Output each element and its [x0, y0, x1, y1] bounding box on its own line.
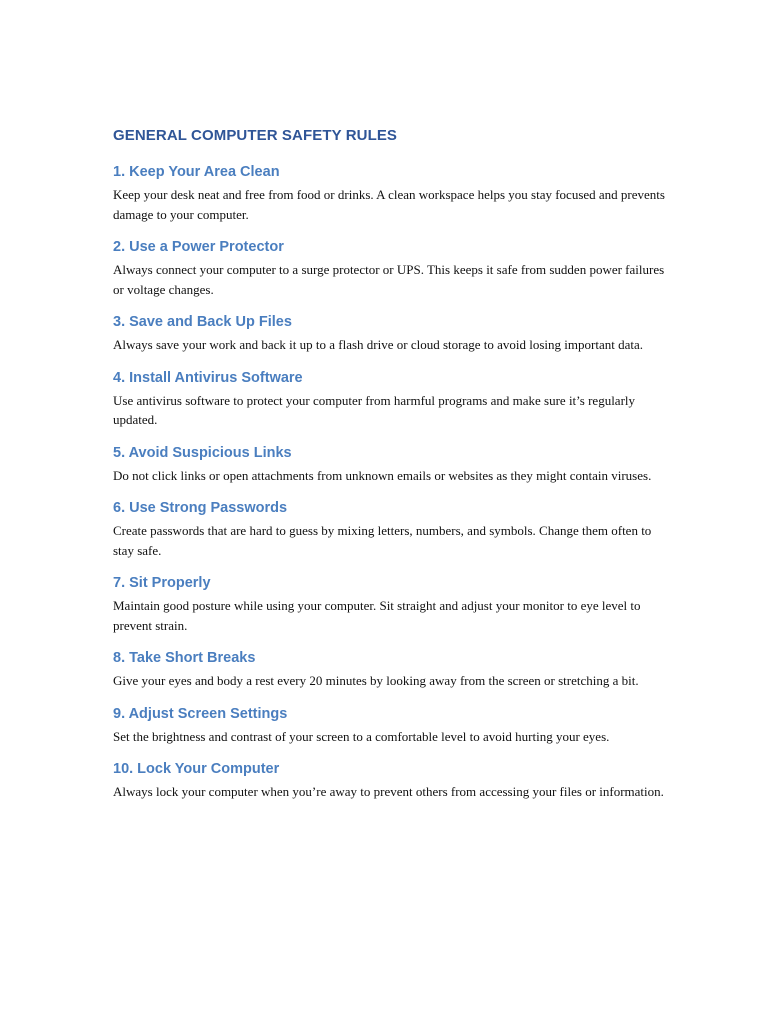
rule-heading: 4. Install Antivirus Software: [113, 369, 303, 386]
rule-heading: 3. Save and Back Up Files: [113, 314, 292, 330]
rule-heading: 9. Adjust Screen Settings: [113, 705, 288, 722]
rule-text: Use antivirus software to protect your computer from harmful programs and make sure it’s regularly updated.: [113, 392, 636, 427]
rule-heading: 2. Use a Power Protector: [113, 239, 284, 255]
rule-heading: 5. Avoid Suspicious Links: [113, 444, 292, 461]
rule-heading: 10. Lock Your Computer: [113, 761, 280, 777]
rule-section-3: [113, 313, 673, 355]
rule-heading: 6. Use Strong Passwords: [113, 500, 288, 516]
rule-text: Always lock your computer when you’re away to prevent others from accessing your files or information.: [113, 784, 664, 799]
rule-section-4: [113, 369, 673, 430]
rule-text: Keep your desk neat and free from food or drinks. A clean workspace helps you stay focused and prevents damage to your computer.: [113, 187, 665, 222]
document-content: [113, 126, 673, 816]
rule-section-2: [113, 238, 673, 299]
rule-section-5: [113, 444, 673, 486]
document-title: GENERAL COMPUTER SAFETY RULES: [113, 127, 398, 144]
rule-section-10: [113, 760, 673, 802]
rule-text: Always save your work and back it up to a flash drive or cloud storage to avoid losing important data.: [113, 337, 643, 352]
rule-text: Give your eyes and body a rest every 20 minutes by looking away from the screen or stretching a bit.: [113, 673, 639, 688]
rule-section-7: [113, 574, 673, 635]
rule-section-9: [113, 705, 673, 747]
rule-section-8: [113, 649, 673, 691]
rule-section-6: [113, 499, 673, 560]
rule-text: Maintain good posture while using your computer. Sit straight and adjust your monitor to eye level to prevent strain.: [113, 598, 641, 633]
rule-text: Do not click links or open attachments from unknown emails or websites as they might contain viruses.: [113, 467, 652, 483]
rule-section-1: [113, 163, 673, 224]
rule-text: Always connect your computer to a surge protector or UPS. This keeps it safe from sudden power failures or voltage changes.: [113, 262, 665, 297]
rule-heading: 1. Keep Your Area Clean: [113, 164, 280, 180]
rule-heading: 8. Take Short Breaks: [113, 650, 256, 666]
rule-text: Set the brightness and contrast of your screen to a comfortable level to avoid hurting your eyes.: [113, 728, 610, 744]
rule-text: Create passwords that are hard to guess by mixing letters, numbers, and symbols. Change them often to stay safe.: [113, 523, 652, 558]
rule-heading: 7. Sit Properly: [113, 575, 211, 591]
